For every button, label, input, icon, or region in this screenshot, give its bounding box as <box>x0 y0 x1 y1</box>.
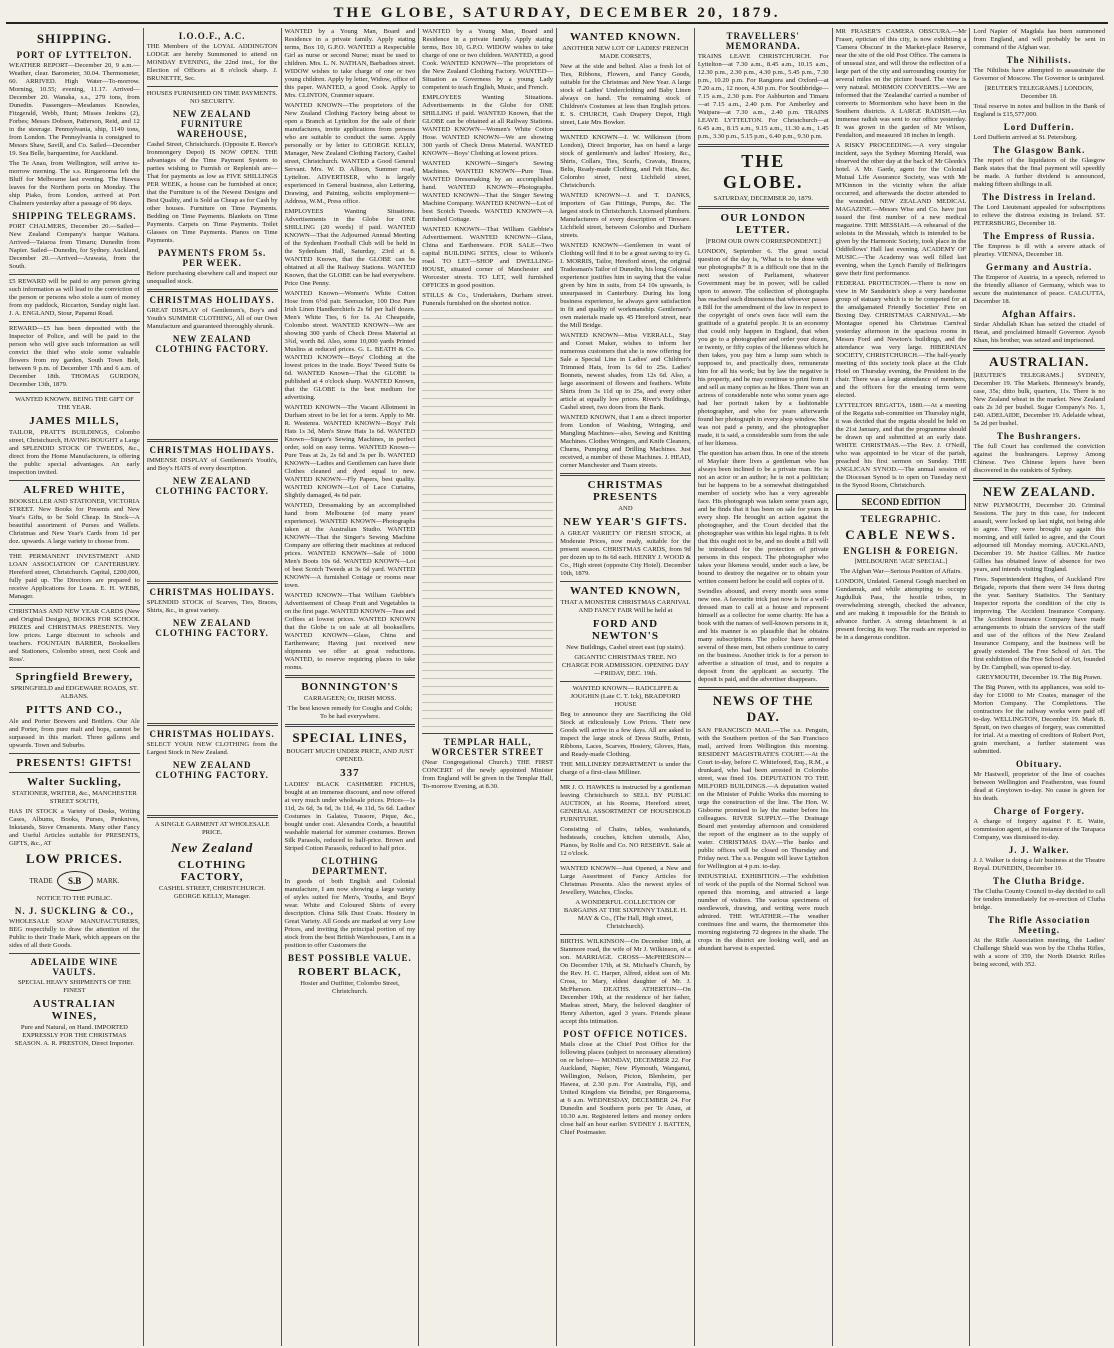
glasgow-text: The report of the liquidators of the Glasgow Bank states that the final payment will speedily be made. A further dividend is announced, making fifteen shillings in all. <box>973 157 1106 188</box>
new-zealand-head: NEW ZEALAND. <box>982 484 1096 499</box>
wonderful-collection: A WONDERFUL COLLECTION OF BARGAINS AT THE SIXPENNY TABLE. H. MAY & Co., (The Hall, High street, Christchurch). <box>563 899 688 930</box>
australian-head: AUSTRALIAN. <box>989 354 1090 369</box>
bonnington-sub: CARRAGEEN; Or, IRISH MOSS. <box>303 695 397 702</box>
shipping-telegrams-title: SHIPPING TELEGRAMS. <box>12 211 137 221</box>
christmas-text-2: IMMENSE DISPLAY of Gentlemen's Youth's, and Boy's HATS of every description. <box>146 457 278 472</box>
nj-head: NOTICE TO THE PUBLIC. <box>36 895 113 902</box>
nihilists-head: The Nihilists. <box>1006 55 1072 65</box>
births-marriages-deaths: BIRTHS. WILKINSON—On December 18th, at Stanmore road, the wife of Mr J. Wilkinson, of a son. MARRIAGE. CROSS—McPHERSON—On December 17th, at St. Michael's Church, by the Rev. H. C. Harper, Alfred, eldest son of Mr. Cross, to Mary, eldest daughter of Mr. J. McPherson. DEATHS. ATHERTON—On December 19th, at the residence of her father, Madras street, Mary, the beloved daughter of Henry Atherton, aged 3 years. Friends please accept this intimation. <box>560 938 691 1025</box>
nz-clothing-factory-1: NEW ZEALAND CLOTHING FACTORY. <box>155 334 269 354</box>
wholesale-text: A SINGLE GARMENT AT WHOLESALE PRICE. <box>154 821 270 836</box>
col4-wanted-4: WANTED KNOWN—That William Giebbie's Advertisement. WANTED KNOWN—Glass, China and Earthenware. FOR SALE—Two capital BUILDING SITES, close to Wilson's road. TO LET—SHOP and DWELLING-HOUSE, situated corner of Manchester and Worcester streets. TO LET, well furnished OFFICES in good position. <box>422 226 554 289</box>
camera-obscura: MR FRASER'S CAMERA OBSCURA.—Mr Fraser, optician of this city, is now exhibiting a 'Camera Obscura' in the Market-place Reserve, near the site of the old Post Office. The camera is of unusual size, and will throw the reflection of a large part of the city and surrounding country for several miles on the picture board. The view is very natural. MORMON CONVERTS.—We are informed that the 'Zealandia' carried a number of converts to Mormonism who have been in the Southern districts. A LARGE RADISH.—An immense radish was sent to our office yesterday. It was grown in the garden of Mr Wilson, Fendalton, and measured 18 inches in length. <box>835 28 967 139</box>
col4-wanted-3: WANTED KNOWN—Singer's Sewing Machines. WANTED KNOWN—Pure Teas. WANTED Dressmaking by an accomplished hand. WANTED KNOWN—Photographs. WANTED KNOWN—That the Singer Sewing Machine Company. WANTED KNOWN—Lot of best Scotch Tweeds. WANTED KNOWN—A furnished Cottage. <box>422 160 554 223</box>
column-2 <box>144 28 282 1346</box>
pitts-text: Ale and Porter Brewers and Bottlers. Our Ale and Porter, from pure malt and hops, cannot be surpassed in this market. Three gallons and upwards. Town and Suburbs. <box>9 718 140 749</box>
australian-text: [REUTER'S TELEGRAMS.] SYDNEY, December 19. The Markets. Hennessy's brandy, case, 35s; ditto bulk, quarters, 11s. There is no New Zealand wheat in the market. New Zealand oats 2s 3d per bushel. Sugar Company's No. 1, £40. ADELAIDE, December 19. Adelaide wheat, 5s 2d per bushel. <box>973 372 1106 427</box>
divider <box>560 130 691 131</box>
divider <box>560 473 691 476</box>
adelaide-title: ADELAIDE WINE VAULTS. <box>30 957 119 977</box>
best-value: BEST POSSIBLE VALUE. <box>288 953 412 963</box>
gigantic-text: GIGANTIC CHRISTMAS TREE. NO CHARGE FOR ADMISSION. OPENING DAY—FRIDAY, DEC. 19th. <box>561 654 689 677</box>
walker-text: J. J. Walker is doing a fair business at the Theatre Royal. DUNEDIN, December 19. <box>973 857 1106 872</box>
walter-suckling-name: Walter Suckling, <box>27 776 122 788</box>
nj-name: N. J. SUCKLING & CO., <box>14 906 134 916</box>
james-mills-pre: WANTED KNOWN. BEING THE GIFT OF THE YEAR. <box>14 396 134 411</box>
divider <box>147 86 278 87</box>
special-number: 337 <box>340 767 360 779</box>
ireland-text: The Lord Lieutenant appealed for subscriptions to relieve the distress existing in Ireland. ST. PETERSBURG, December 18. <box>973 204 1106 227</box>
clothing-department: CLOTHING DEPARTMENT. <box>312 856 388 876</box>
post-office-title: POST OFFICE NOTICES. <box>563 1029 688 1039</box>
hawkes-title: MR J. O. HAWKES is instructed by a gentleman leaving Christchurch to SELL BY PUBLIC AUCTION, at his Rooms, Hereford street, GENERAL ASSORTMENT OF HOUSEHOLD FURNITURE. <box>560 784 691 823</box>
divider <box>560 780 691 781</box>
trains-text: TRAINS LEAVE CHRISTCHURCH. For Lyttelton—at 7.30 a.m., 8.45 a.m., 10.15 a.m., 12.30 p.m., 2.30 p.m., 4.30 p.m., 5.45 p.m., 7.30 p.m., 10.20 p.m. For Rangiora and Oxford—at 7.20 a.m., 12 noon, 4.30 p.m. For Southbridge—7.15 a.m., 2.30 p.m. For Ashburton and Timaru—at 7.15 a.m., 2.40 p.m. For Amberley and Waipara—at 7.30 a.m., 2.40 p.m. TRAINS LEAVE LYTTELTON. For Christchurch—at 6.45 a.m., 8.15 a.m., 9.15 a.m., 11.30 a.m., 1.45 p.m., 3.30 p.m., 5.15 p.m., 6.40 p.m., 9.30 p.m. <box>697 53 829 140</box>
rifle-text: At the Rifle Association meeting, the Ladies' Challenge Shield was won by the Clutha Rifles, with a score of 359, the North District Rifles being second, with 352. <box>973 937 1106 968</box>
second-edition: SECOND EDITION <box>836 494 967 510</box>
ireland-head: The Distress in Ireland. <box>982 192 1097 202</box>
shipping-text-3: PORT CHALMERS, December 20.—Sailed—New Zealand Company's barque Waitara. Arrived—Taiaroa from Timaru; Dunedin from Napier. Sailed—Dunedin, for Sydney. Auckland, December 20.—Arrived—Arawata, from the South. <box>9 223 140 270</box>
and-label: AND <box>618 505 633 512</box>
corsets-text: New at the side and belted. Also a fresh lot of Ties, Ribbons, Flowers, and Fancy Goods, suitable for the Christmas and New Year. A large stock of Ladies' Underclothing and Baby Linen always on hand. The remaining stock of Children's Costumes at less than English prices. E. S. CHURCH, Cash Drapery Depot, High street, Late Mrs Bowker. <box>560 63 691 126</box>
clutha-head: The Clutha Bridge. <box>993 876 1086 886</box>
spacer <box>147 640 278 720</box>
divider <box>973 348 1105 351</box>
obituary-text: Mr Hastwell, proprietor of the line of coaches between Wellington and Featherston, was found dead at Greytown to-day. No cause is given for his death. <box>973 771 1106 802</box>
australian-wines: AUSTRALIAN WINES, <box>33 998 116 1022</box>
reuter-text: Total reserve in notes and bullion in the Bank of England is £15,577,000. <box>973 103 1106 118</box>
nz-text: NEW PLYMOUTH, December 20. Criminal Sessions. The jury in this case, for indecent assault, were locked up last night, not being able to agree. They were brought up again this morning, and still failed to agree, and the Court adjourned till Monday morning. AUCKLAND, December 19. Mr Justice Gillies. Mr Justice Gillies has obtained leave of absence for two years, and intends visiting England. <box>973 502 1106 573</box>
post-office-text: Mails close at the Chief Post Office for the following places (subject to necessary alteration) on or before— MONDAY, DECEMBER 22. For Auckland, Napier, New Plymouth, Wanganui, Wellington, Nelson, Picton, Blenheim, per Hawea, at 2.30 p.m. For Australia, Fiji, and United Kingdom via Brindisi, per Ringarooma, at 6 a.m. WEDNESDAY, DECEMBER 24. For Dunedin and Southern ports per Te Anau, at 10.30 a.m. Registered letters and money orders close half an hour earlier. SYDNEY J. BATTEN, Chief Postmaster. <box>560 1041 691 1136</box>
new-zealand-script: New Zealand <box>171 840 254 855</box>
trade-mark <box>9 871 140 891</box>
divider <box>560 861 691 862</box>
column-1 <box>6 28 144 1346</box>
london-letter-sub: [FROM OUR OWN CORRESPONDENT.] <box>705 238 821 245</box>
christmas-presents: CHRISTMAS PRESENTS <box>587 479 664 503</box>
divider <box>285 675 416 678</box>
divider <box>422 733 553 734</box>
james-mills-text: TAILOR, PRATT'S BUILDINGS, Colombo street, Christchurch, HAVING BOUGHT a Large and SPLENDID STOCK OF TWEEDS, &c., direct from the Home Manufacturers, is offering the public special advantages. An early inspection invited. <box>9 429 140 476</box>
springfield-text: SPRINGFIELD and EDGEWARE ROADS, ST. ALBANS. <box>10 685 139 700</box>
wanted-text-1: WANTED by a Young Man, Board and Residence in a private family. Apply stating terms, Box 10, G.P.O. WANTED a Respectable Girl as nurse or second Nurse; must be used to children. Mrs. L. N. NATHAN, Barbadoes street. WIDOW wishes to take charge of one or two young children. Apply by letter, Widow, office of this paper. WANTED, a good Cook. Apply to Mrs. CLINTON, Cranmer square. <box>284 28 416 99</box>
divider <box>9 480 140 481</box>
christmas-cards-text: CHRISTMAS AND NEW YEAR CARDS (New and Original Designs), BOOKS FOR SCHOOL PRIZES and CHRISTMAS PRESENTS. Very low prices. Large discount to schools and teachers. FOUNTAIN BARBER, Booksellers and Stationers, Colombo street, next Cook and Ross'. <box>9 608 140 663</box>
reuter-head: [REUTER'S TELEGRAMS.] LONDON, December 18. <box>984 85 1094 100</box>
divider <box>9 667 140 668</box>
pitts-name: PITTS AND CO., <box>26 704 123 716</box>
telegraphic: TELEGRAPHIC. <box>860 514 942 524</box>
globe-date: SATURDAY, DECEMBER 20, 1879. <box>713 195 813 202</box>
clothing-factory-text: CASHEL STREET, CHRISTCHURCH. GEORGE KELLY, Manager. <box>158 885 266 900</box>
column-filler <box>422 310 553 730</box>
payments-text: Before purchasing elsewhere call and inspect our unequalled stock. <box>146 270 278 285</box>
trade-label: TRADE <box>29 877 53 885</box>
column-3 <box>282 28 420 1346</box>
dufferin-head: Lord Dufferin. <box>1003 122 1075 132</box>
greymouth-head: GREYMOUTH, December 19. The Big Prawn. <box>976 674 1102 681</box>
news-text-2: INDUSTRIAL EXHIBITION.—The exhibition of work of the pupils of the Normal School was opened this morning, and attracted a large number of visitors. The various specimens of needlework, drawing, and writing were much admired. THE WEATHER.—The weather continues fine and warm, the thermometer this morning registering 72 degrees in the shade. The crops in the district are looking well, and an abundant harvest is expected. <box>697 873 829 952</box>
wanted-text-7: WANTED KNOWN—That William Giebbie's Advertisement of Cheap Fruit and Vegetables is on the first page. WANTED KNOWN—Teas and Coffees at lowest prices. WANTED KNOWN that the Globe is on sale at all booksellers. WANTED KNOWN—Glass, China and Earthenware; Having just received new shipments we offer at great reductions. WANTED, to reserve requiring places to take rooms. <box>284 592 416 671</box>
bushrangers-head: The Bushrangers. <box>996 431 1082 441</box>
divider <box>147 815 278 818</box>
columns <box>6 28 1108 1346</box>
divider <box>973 478 1105 481</box>
col4-wanted-2: EMPLOYEES Wanting Situations. Advertisements in the Globe for ONE SHILLING if paid. WANTED Known, that the GLOBE can be obtained at all Railway Stations. WANTED KNOWN—Women's White Cotton Hose. WANTED KNOWN—We are showing 300 yards of Check Dress Material. WANTED KNOWN—Boys' Clothing at lowest prices. <box>422 94 554 157</box>
divider <box>9 392 140 393</box>
morris-text: WANTED KNOWN—Gentlemen in want of Clothing will find it to be a great saving to try G. I. MORRIS, Tailor, Hereford street, the original Tradesman's Tailor of Dunedin, his long Colonial experience justifies him in saying that the value given by him in suits, from £4 10s upwards, is unsurpassed in Canterbury. During his long business experience, he always gave satisfaction in fit and quality of workmanship. Gentlemen's own materials made up. 45 Hereford street, near the Mill Bridge. <box>560 242 691 329</box>
empress-head: The Empress of Russia. <box>983 231 1096 241</box>
divider <box>560 581 691 582</box>
walker-head: J. J. Walker. <box>1008 845 1070 855</box>
empress-text: The Empress is ill with a severe attack of pleurisy. VIENNA, December 18. <box>973 243 1106 258</box>
nz-clothing-factory-3: NEW ZEALAND CLOTHING FACTORY. <box>155 618 269 638</box>
new-years-gifts: NEW YEAR'S GIFTS. <box>563 516 688 528</box>
germany-text: The Emperor of Austria, in a speech, referred to the friendly alliance of Germany, which was to secure the maintenance of peace. CALCUTTA, December 18. <box>973 274 1106 305</box>
napier-text: Lord Napier of Magdala has been summoned from England, and will probably be sent in command of the Afghan war. <box>973 28 1106 51</box>
divider <box>9 321 140 322</box>
greymouth-text: The Big Prawn, with its appliances, was sold to-day for £1000 to Mr Coates, manager of the Morton Company. The Completions. The contractors for the railway works were paid off to-day. WELLINGTON, December 19. Mark B. Spratt, on two charges of forgery, was committed for trial. At a meeting of creditors of Robert Port, grain merchant, a further statement was submitted. <box>973 684 1106 755</box>
wanted-text-2: WANTED KNOWN—The proprietors of the New Zealand Clothing Factory being about to open a Branch at Lyttelton for the sale of their manufactures, invite applications from persons who are suitable to conduct the same. Apply personally or by letter to GEORGE KELLY, Manager, New Zealand Clothing Factory, Cashel street, Christchurch. WANTED a Good General Servant. Mrs. W. D. Allison, Summer road, Lyttelton. ADVERTISER, who is largely experienced in General business, also Lettering, Drawing, and Painting, solicits employment—Address, W.M., Press office. <box>284 102 416 205</box>
robert-black-text: Hosier and Outfitter, Colombo Street, Christchurch. <box>300 980 400 995</box>
christmas-text-1: GREAT DISPLAY of Gentlemen's, Boy's and Youth's SUMMER CLOTHING, All of our Own Manufacture and guaranteed thoroughly shrunk. <box>146 307 278 330</box>
christmas-holidays-3: CHRISTMAS HOLIDAYS. <box>149 587 275 597</box>
christmas-text-3: SPLENDID STOCK of Scarves, Ties, Braces, Shirts, &c., in great variety. <box>146 599 278 614</box>
fancy-articles-text: WANTED KNOWN—Just Opened, a New and Large Assortment of Fancy Articles for Christmas Presents. Also the newest styles of Jewellery, Watches, Clocks. <box>560 865 691 896</box>
london-letter-text-2: The question has arisen thus. In one of the streets of Mayfair there lives a gentleman who has always been inclined to be a private man. He is not an actor or an author; he is not a politician; but he happens to be a somewhat distinguished member of society who has a very agreeable face. His photograph was taken some years ago, and he finds that it has been on sale for years in every shop. He brought an action against the photographer, and the Court decided that the photographer was within his legal rights. It is felt that this ought not to be, and no doubt a Bill will be introduced for the protection of private persons in this respect. The photographer who takes your likeness would, under such a law, be bound to destroy the negative or to obtain your written consent before he could sell copies of it. <box>697 450 829 585</box>
divider <box>698 144 829 147</box>
verrall-text: WANTED KNOWN—Miss VERRALL, Stay and Corset Maker, wishes to inform her numerous customers that she is now offering for Sale a Special Line in Ladies' and Children's Trimmed Hats, from 1s 6d to 25s. Ladies' Bonnets, newest shades, from 12s 6d. Also, a large assortment of flowers and feathers. White Shirts from 3s 11d up to 25s, and every other article at equally low prices. River's Buildings, Cashel street, two doors from the Bank. <box>560 332 691 411</box>
afghan-text: LONDON, Undated. General Gough marched on Gundamuk, and while attempting to occupy Jugdulluk Pass, the hostile tribes, in overwhelming strength, checked the advance, and are making it impossible for the British to advance further. A strong detachment is at present forcing its way. The roads are reported to be in a dangerous condition. <box>835 578 967 641</box>
new-years-text: A GREAT VARIETY OF FRESH STOCK, at Moderate Prices, now ready, suitable for the present season. CHRISTMAS CARDS, from 9d per dozen up to 8s 6d each. HENRY J. WOOD & Co., High street (opposite City Hotel). December 10th, 1879. <box>560 530 691 577</box>
nz-clothing-factory-4: NEW ZEALAND CLOTHING FACTORY. <box>155 760 269 780</box>
dufferin-text: Lord Dufferin arrived at St. Petersburg. <box>973 134 1078 141</box>
col7-text-2: A RISKY PROCEEDING.—A very singular incident, says the Sydney Morning Herald, was observed the other day at the back of Mr Gleeds's hotel. A Mr. Garde, agent for the Colonial Mutual Life Assurance Society, was with Mr M'Kinnon in the vicinity when the affair occurred, and afterwards the doctor attended to the wounded. NEW ZEALAND MEDICAL MAGAZINE.—Messrs Wise and Co. have just issued the first number of a new medical magazine. THE MESSIAH.—A rehearsal of the soloists in the Messiah, which is intended to be given by the Harmonic Society, took place in the Oddfellows' Hall last evening. ACADEMY OF MUSIC.—The Academy was well filled last evening, when the Lynch Family of Bellringers gave their first performance. <box>835 142 967 277</box>
corsets-sub: ANOTHER NEW LOT OF LADIES' FRENCH MADE CORSETS, <box>562 45 689 60</box>
london-letter-text-3: Swindles abound, and every month sees some new one. A favourite trick just now is for a well-dressed man to call at a house and represent himself as a collector for some charity. He has a book with the names of well-known persons in it, and his manner is so plausible that he obtains many subscriptions. The police have arrested several of these men, but others continue to carry on the business. Another trick is for a person to advertise a situation of trust, and to require a deposit from the applicant as security. The deposit is paid, and the advertiser disappears. <box>697 588 829 683</box>
shipping-title: SHIPPING. <box>36 31 112 46</box>
danks-text: WANTED KNOWN—J. and T. DANKS, importers of Gas Fittings, Pumps, &c. The largest stock in Christchurch. Licensed plumbers. Manufacturers of every description of Tinware. Lichfield street, between Colombo and Durham streets. <box>560 192 691 239</box>
special-text-2: LADIES' BLACK CASHMERE FICHUS, bought at an immense discount, and now offered at very much under wholesale prices. Prices—1s 11d, 2s 6d, 3s 6d, 3s 11d, 4s 11d, 5s 6d. Ladies' Costumes in Galatea, Tussore, Pique, &c., bought under cost. Alexandra Cords, a beautiful washable material for summer costumes. Brown Silk Parasols, reduced to half-price. Brown and Striped Cotton Parasols, reduced to half price. <box>284 781 416 852</box>
mark-label: MARK. <box>96 877 120 885</box>
obituary-head: Obituary. <box>1016 759 1063 769</box>
the-globe-title: THE GLOBE. <box>722 151 804 192</box>
nz-text-2: Fires. Superintendent Hughes, of Auckland Fire Brigade, reports that there were 34 fires during the year. Sanitary Statistics. The Sanitary Inspector reports the condition of the city is improving. The Accident Insurance Company. The Accident Insurance Company have made arrangements to obtain the services of the staff and use of the offices of the New Zealand Insurance Company, and the business will be greatly extended. The Free School of Art. The first exhibition of the Free School of Art, founded by Dr. Campbell, was opened to-day. <box>973 576 1106 671</box>
column-4 <box>419 28 557 1346</box>
germany-head: Germany and Austria. <box>986 262 1093 272</box>
ford-newton: FORD AND NEWTON'S <box>591 618 659 642</box>
column-5 <box>557 28 695 1346</box>
clothing-text: In goods of both English and Colonial manufacture, I am now showing a large variety of styles suited for Men's, Youths, and Boys' wear. White and Coloured Shirts of every description. China Silk Dust Coats. Hosiery in Great Variety. All Goods are marked at very Low Prices, and inviting the principal portion of my stock from the best British Warehouses, I am in a position to offer Customers the <box>284 878 416 949</box>
christmas-text-4: SELECT YOUR NEW CLOTHING from the Largest Stock in New Zealand. <box>146 741 278 756</box>
walter-suckling-sub: STATIONER, WRITER, &c., MANCHESTER STREET SOUTH, <box>11 790 137 805</box>
col4-undertaker: STILLS & Co., Undertakers, Durham street. Funerals furnished on the shortest notice. <box>422 292 554 307</box>
divider <box>9 772 140 773</box>
bushrangers-text: The full Court has confirmed the conviction against the bushrangers. Leprosy Among Chinese. Two Chinese lepers have been discovered in the outskirts of Sydney. <box>973 443 1106 474</box>
rifle-head: The Rifle Association Meeting. <box>987 915 1091 935</box>
hawkes-text: Consisting of Chairs, tables, washstands, bedsteads, couches, kitchen utensils, Also, Pianos, by Rolfe and Co. NO RESERVE. Sale at 12 o'clock. <box>560 826 691 857</box>
divider <box>698 206 829 209</box>
bonnington-text: The best known remedy for Coughs and Colds; To be had everywhere. <box>287 705 413 720</box>
spacer <box>147 356 278 436</box>
masthead: THE GLOBE, SATURDAY, DECEMBER 20, 1879. <box>6 4 1108 24</box>
bonnington-name: BONNINGTON'S <box>301 681 399 693</box>
millinery-text: THE MILLINERY DEPARTMENT is under the charge of a first-class Milliner. <box>560 761 691 776</box>
nj-text: WHOLESALE SOAP MANUFACTURERS, BEG respectfully to draw the attention of the Public to their Trade Mark, which appears on the sides of all their Goods. <box>9 918 140 949</box>
spacer <box>147 498 278 578</box>
divider <box>9 953 140 954</box>
nz-furniture-warehouse: NEW ZEALAND FURNITURE WAREHOUSE, <box>172 109 252 139</box>
column-8 <box>970 28 1108 1346</box>
wilkinson-text: WANTED KNOWN—J. W. Wilkinson (from London), Direct Importer, has on hand a large stock of gentlemen's and ladies' Hosiery, &c., Shirts, Collars, Ties, Scarfs, Cravats, Braces, Belts, Ready-made Clothing, and Felt Hats, &c. Colombo street, next Lichfield street, Christchurch. <box>560 134 691 189</box>
wanted-text-5: WANTED KNOWN—The Vacant Allotment in Durham street to be let for a term. Apply to Mr. R. Westenra. WANTED KNOWN—Boys' Felt Hats 1s 3d, Men's Straw Hats 1s 6d. WANTED Known—Singer's Sewing Machines, in perfect order, sold on easy terms. WANTED Known—Pure Teas at 2s, 2s 6d and 3s per lb. WANTED KNOWN—Ladies and Gentlemen can have their Clothes cleaned and dyed equal to new. WANTED KNOWN—Fly Papers, best quality. WANTED KNOWN—Lot of Lace Curtains, Slightly damaged, 4s 6d pair. <box>284 404 416 499</box>
shipping-text: WEATHER REPORT—December 20, 9 a.m.—Weather, clear. Barometer, 30.04. Thermometer, 60. ARRIVED. High Water—To-morrow. Morning, 10.55; evening, 11.17. Arrived—December 20. Wanaka, s.s., 279 tons, from Dunedin. Passengers—Mesdames Knowles, Fitzgerald, Webb, Hunt; Misses Jenkins (2), Forbes; Messrs Dobson, Patterson, Reid, and 12 in the steerage. Pennsylvania, ship, 1149 tons, from London. The Pennsylvania is consigned to Messrs Shaw, Savill, and Co. Sailed—December 19. Sea Belle, barquentine, for Auckland. <box>9 62 140 157</box>
spacer <box>147 782 278 812</box>
christmas-holidays-4: CHRISTMAS HOLIDAYS. <box>149 729 275 739</box>
cable-news: CABLE NEWS. <box>845 527 957 542</box>
special-text: BOUGHT MUCH UNDER PRICE, AND JUST OPENED. <box>286 748 414 763</box>
christmas-holidays-2: CHRISTMAS HOLIDAYS. <box>149 445 275 455</box>
divider <box>9 549 140 550</box>
houses-text: HOUSES FURNISHED ON TIME PAYMENTS. NO SECURITY. <box>146 90 278 105</box>
divider <box>698 687 829 690</box>
wanted-known-title: WANTED KNOWN. <box>570 31 681 43</box>
afghan-war-head: The Afghan War—Serious Position of Affairs. <box>840 568 962 575</box>
travellers-memoranda: TRAVELLERS' MEMORANDA. <box>725 31 801 51</box>
nihilists-text: The Nihilists have attempted to assassinate the Governor of Moscow. The Governor is uninjured. <box>973 67 1106 82</box>
adelaide-text: SPECIAL HEAVY SHIPMENTS OF THE FINEST <box>17 979 131 994</box>
divider <box>285 724 416 727</box>
james-mills-name: JAMES MILLS, <box>29 415 120 427</box>
divider <box>9 753 140 754</box>
column-7 <box>833 28 971 1346</box>
special-lines: SPECIAL LINES, <box>292 730 408 745</box>
forgery-text: A charge of forgery against F. E. Waite, commission agent, at the instance of the Tarapaca Company, was dismissed to-day. <box>973 818 1106 841</box>
col7-text-4: LYTTELTON REGATTA, 1880.—At a meeting of the Regatta sub-committee on Thursday night, it was decided that the regatta should be held on the 21st January, and that the programme should be drawn up and submitted at an early date. WHITE CHRISTMAS.—The Rev. J. O'Neill, who was appointed to be vicar of the parish, preached his first sermon on Sunday. THE ANGLICAN SYNOD.—The annual session of the Diocesan Synod is to open on Tuesday next in the Synod Room, Christchurch. <box>835 402 967 489</box>
ioof-title: I.O.O.F., A.C. <box>178 31 246 41</box>
news-text: SAN FRANCISCO MAIL.—The s.s. Penguin, with the Southern portion of the San Francisco mail, arrived from Wellington this morning. RESIDENT MAGISTRATE'S COURT.—At the Court to-day, before C. Whitefoord, Esq., R.M., a drunkard, who had been arrested in Colombo street, was fined 10s. DEPUTATION TO THE MILFORD BUILDINGS.—A deputation waited on the Minister of Public Works this morning to urge the construction of the line. The Hon. W. Gisborne promised to lay the matter before his colleagues. RIVER SUPPLY.—The Drainage Board met yesterday afternoon and considered the report of the engineer as to the supply of water. CHRISTMAS DAY.—The banks and public offices will be closed on Thursday and Friday next. The s.s. Penguin will leave Lyttelton for Wellington at 4 p.m. to-day. <box>697 727 829 870</box>
divider <box>147 723 278 726</box>
col7-text-3: FEDERAL PROTECTION.—There is now on view in Mr Sandstein's shop a very handsome group of statuary which is to be competed for at the amalgamated Friendly Societies' Fete on Boxing Day. CHRISTMAS CARNIVAL.—Mr Montague opened his Christmas Carnival yesterday afternoon in the spacious rooms in Messrs Ford and Newton's buildings, and the attendance was very large. HIBERNIAN SOCIETY, CHRISTCHURCH.—The half-yearly meeting of this society took place at the Club Hotel on Thursday evening, the President in the chair. There was a large attendance of members, and the officers for the ensuing term were elected. <box>835 280 967 399</box>
wanted-text-4: WANTED Known—Women's White Cotton Hose from 6½d pair. Seersucker, 100 Doz Pure Irish Linen Handkerchiefs 2s 6d per half dozen. Men's White Ties, 6 for 1s. At Cheapside, Colombo street. WANTED KNOWN—We are showing 300 yards of Check Dress Material at 3¾d, worth 8d. Also, some 10,000 yards Printed Muslins at reduced prices. G. L. BEATH & Co. WANTED KNOWN—Boys' Clothing at the lowest prices in the trade. Boys' Tweed Suits 6s 6d. WANTED Known—That the GLOBE is published at 4 o'clock sharp. WANTED Known, that the GLOBE is the best medium for advertising. <box>284 290 416 401</box>
radcliffe-text: Beg to announce they are Sacrificing the Old Stock at ridiculously Low Prices. Their new Goods will arrive in a few days. All are asked to inspect the large stock of Dress Stuffs, Prints, Ribbons, Laces, Scarves, Hosiery, Gloves, Hats, and Ready-made Clothing. <box>560 711 691 758</box>
shipping-text-2: The Te Anau, from Wellington, will arrive to-morrow morning. The s.s. Ringarooma left the Bluff for Melbourne last evening. The Hawea leaves for the Northern ports on Monday. The ship Piako, from London, arrived at Port Chalmers yesterday after a passage of 96 days. <box>9 160 140 207</box>
divider <box>560 681 691 682</box>
wanted-text-3: EMPLOYEES Wanting Situations. Advertisements in the Globe for ONE SHILLING (20 words) if paid. WANTED KNOWN—That the Adjourned Annual Meeting of the Sydenham Football Club will be held in the Sydenham Hall, Saturday, 23rd at 8. WANTED Known, that the GLOBE can be obtained at all the Railway Stations. WANTED Known, that the GLOBE can be had everywhere. Price One Penny. <box>284 208 416 287</box>
london-letter-title: OUR LONDON LETTER. <box>720 212 806 236</box>
reward-2: REWARD—£5 has been deposited with the Inspector of Police, and will be paid to the person who will give such information as will convict the thief who stole some valuable flowers from my garden, South Town Belt, between 9 p.m. of December 17th and 6 a.m. of December 18th. THOMAS GURDON, December 13th, 1879. <box>9 325 140 388</box>
nz-clothing-factory-2: NEW ZEALAND CLOTHING FACTORY. <box>155 476 269 496</box>
alfred-white-text: BOOKSELLER AND STATIONER, VICTORIA STREET. New Books for Presents and New Year's Gifts, to be Sold Cheap. In Stock—A beautiful assortment of Purses and Wallets. Christmas and New Year's Cards from 1d per doz. upwards. A large variety to choose from. <box>9 498 140 545</box>
presents-title: PRESENTS! GIFTS! <box>16 757 133 769</box>
divider <box>147 439 278 442</box>
divider <box>147 289 278 292</box>
christmas-holidays-1: CHRISTMAS HOLIDAYS. <box>149 295 275 305</box>
adelaide-text-2: Pure and Natural, on Hand. IMPORTED EXPRESSLY FOR THE CHRISTMAS SEASON. A. R. PRESTON, Direct Importer. <box>14 1024 135 1047</box>
robert-black: ROBERT BLACK, <box>298 966 402 978</box>
column-6 <box>695 28 833 1346</box>
walter-suckling-text: HAS IN STOCK a Variety of Desks, Writing Cases, Albums, Books, Purses, Penknives, Inkstands, Stove Ornaments. Many other Fancy and Useful Articles suitable for PRESENTS, GIFTS, &c., AT <box>9 808 140 847</box>
permanent-investment-text: THE PERMANENT INVESTMENT AND LOAN ASSOCIATION OF CANTERBURY. Hereford street, Christchurch. Capital, £200,000, fully paid up. The Directors are prepared to receive Applications for Loans. E. H. WEBB, Manager. <box>9 553 140 600</box>
divider <box>9 604 140 605</box>
trade-mark-logo: S.B <box>57 871 93 891</box>
templar-text: (Near Congregational Church.) THE FIRST CONCERT of the newly appointed Minister from England will be given in the Templar Hall, To-morrow Evening, at 8.30. <box>422 759 554 790</box>
clutha-text: The Clutha County Council to-day decided to call for tenders immediately for re-erection of Clutha bridge. <box>973 888 1106 911</box>
wanted-text-6: WANTED, Dressmaking by an accomplished hand from Melbourne (of many years' experience). WANTED KNOWN—Photographs taken at the Australian Studio. WANTED KNOWN—That the Singer's Sewing Machine Company are offering their machines at reduced prices. WANTED KNOWN—Sale of 1000 Men's Boots 10s 6d. WANTED KNOWN—Lot of best Scotch Tweeds at 3s 6d yard. WANTED KNOWN—A furnished Cottage or rooms near town. <box>284 502 416 589</box>
shipping-sub: PORT OF LYTTELTON. <box>16 50 133 60</box>
head-text: WANTED KNOWN, that I am a direct importer from London of Washing, Wringing, and Mangling Machines—also, Sewing and Knitting Machines. Clothes Wringers, and Knife Cleaners, Churns, Pumping and Drilling Machines. Just received, a number of those Machines. J. HEAD, corner Manchester and Tuam streets. <box>560 414 691 469</box>
divider <box>147 581 278 584</box>
age-special: [MELBOURNE 'AGE' SPECIAL.] <box>854 558 948 565</box>
radcliffe-title: WANTED KNOWN— RADCLIFFE & JOUGHIN (Late C. T. Ick), BRADFORD HOUSE <box>570 685 681 708</box>
glasgow-head: The Glasgow Bank. <box>993 145 1086 155</box>
afghan-affairs-text: Sirdar Abdullah Khan has seized the citadel of Herat, and proclaimed himself Governor. Ayoob Khan, his brother, was seized and imprisoned. <box>973 321 1106 344</box>
divider <box>9 274 140 275</box>
carnival-text: THAT A MONSTER CHRISTMAS CARNIVAL AND FANCY FAIR Will be held at <box>560 599 691 614</box>
low-prices: LOW PRICES. <box>26 851 123 866</box>
london-letter-text: LONDON, September 6. The great social question of the day is, 'What is to be done with our photographs?' It is a difficult one that in the next session of Parliament, whatever Government may be in power, will be called upon to answer. The collection of photographs has reached such dimensions that whoever passes a Bill for the amendment of the law in respect to the copyright of one's own face will earn the gratitude of a grateful people. It is an economy that could only happen in England, that when you go to a photographer and order your dozen, or twenty, or fifty copies of the likeness which he then takes, you pay him a lump sum which is supposed to, and practically does, remunerate him for all his work; but by law the negative is his property, and he may continue to print from it and sell as many copies as he likes. There was an actress of considerable note who some years ago had her portrait taken by a fashionable photographer, and who for years afterwards found her photograph in every shop window. She was not paid a penny, and the photographer made, it is said, a considerable sum from the sale of her likeness. <box>697 248 829 447</box>
payments-title: PAYMENTS FROM 5s. PER WEEK. <box>158 248 267 268</box>
news-of-the-day: NEWS OF THE DAY. <box>712 693 814 724</box>
col4-wanted-1: WANTED by a Young Man, Board and Residence in a private family. Apply stating terms, Box 10, G.P.O. WIDOW wishes to take charge of one or two children. WANTED, a good Cook. WANTED KNOWN—The proprietors of the New Zealand Clothing Factory. WANTED—Situation as Governess by a young Lady competent to teach English, Music, and French. <box>422 28 554 91</box>
ford-newton-text: New Buildings, Cashel street east (up stairs). <box>566 644 685 651</box>
nz-furniture-text: Cashel Street, Christchurch. (Opposite E. Reece's Ironmongery Depot) IS NOW OPEN. THE advantages of the Time Payment System to parties wishing to Furnish or Replenish are—That for payments as low as FIVE SHILLINGS PER WEEK, a house can be furnished at once; that the Furniture is of the Newest Designs and Best Quality, and is Sold as Cheap as for Cash by other houses. Furniture on Time Payments. Bedding on Time Payments. Blankets on Time Payments. Carpets on Time Payments. Toilet Glasses on Time Payments. Pianos on Time Payments. <box>146 141 278 244</box>
alfred-white-name: ALFRED WHITE, <box>23 484 126 496</box>
clothing-factory-title: CLOTHING FACTORY, <box>177 859 247 883</box>
afghan-affairs-head: Afghan Affairs. <box>1001 309 1077 319</box>
wanted-known-carnival: WANTED KNOWN, <box>570 585 681 597</box>
springfield-brewery: Springfield Brewery, <box>15 671 134 683</box>
reward-1: £5 REWARD will be paid to any person giving such information as will lead to the conviction of the person or persons who stole a sum of money from my paddock, Riccarton, Sunday night last. J. A. ENGLAND, Stour, Papanui Road. <box>9 278 140 317</box>
templar-hall: TEMPLAR HALL, WORCESTER STREET <box>431 737 544 757</box>
ioof-text: THE Members of the LOYAL ADDINGTON LODGE are hereby Summoned to attend on MONDAY EVENING, the 22nd inst., for the Election of Officers at 8 o'clock sharp. J. BRUNETTE, Sec. <box>146 43 278 82</box>
english-foreign: ENGLISH & FOREIGN. <box>843 546 959 556</box>
divider <box>560 934 691 935</box>
forgery-head: Charge of Forgery. <box>993 806 1085 816</box>
